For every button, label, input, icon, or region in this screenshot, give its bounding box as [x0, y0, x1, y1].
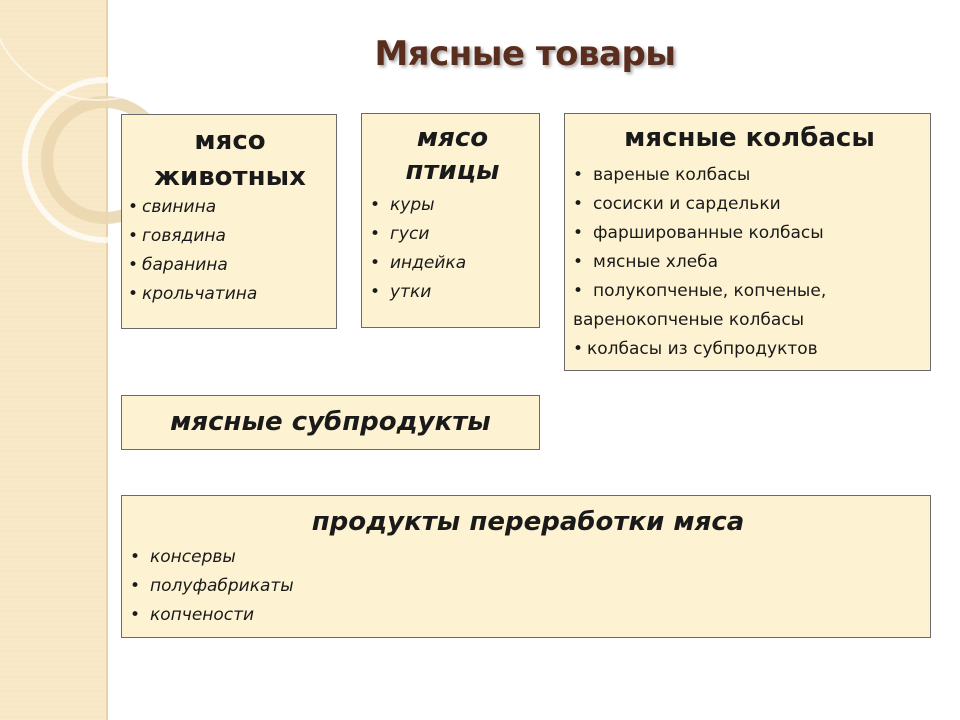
bullet-icon: •: [370, 253, 381, 273]
bullet-icon: •: [128, 226, 139, 246]
list-item-text: копчености: [150, 605, 255, 625]
sausages-list: [573, 161, 926, 364]
list-item: [370, 220, 535, 249]
list-item: [370, 278, 535, 307]
list-item: [128, 193, 332, 222]
list-item-text: куры: [390, 195, 435, 215]
list-item-text: варенокопченые колбасы: [573, 310, 805, 330]
box-animal-meat: [121, 114, 337, 329]
list-item-text: вареные колбасы: [593, 165, 751, 185]
heading-line: птицы: [405, 156, 500, 186]
list-item: [573, 248, 926, 277]
list-item-text: полуфабрикаты: [150, 576, 294, 596]
bullet-icon: •: [370, 282, 381, 302]
box-offal: [121, 395, 540, 450]
bullet-icon: •: [128, 197, 139, 217]
decorative-side-strip: [0, 0, 106, 720]
list-item: [573, 161, 926, 190]
list-item-text: консервы: [150, 547, 236, 567]
heading-line: мясо: [416, 123, 489, 153]
list-item: [573, 277, 926, 306]
box-animal-meat-heading: [128, 123, 332, 195]
bullet-icon: •: [573, 339, 584, 359]
bullet-icon: •: [128, 284, 139, 304]
bullet-icon: •: [130, 605, 141, 625]
box-sausages: [564, 113, 931, 371]
list-item-text: крольчатина: [142, 284, 258, 304]
bullet-icon: •: [370, 224, 381, 244]
box-poultry-meat: [361, 113, 540, 328]
bullet-icon: •: [573, 252, 584, 272]
list-item: [573, 190, 926, 219]
heading-line: мясо: [194, 126, 266, 156]
bullet-icon: •: [370, 195, 381, 215]
list-item: [130, 572, 926, 601]
decorative-divider-line: [106, 0, 108, 720]
list-item-text: индейка: [390, 253, 467, 273]
list-item: [130, 601, 926, 630]
list-item-text: баранина: [142, 255, 228, 275]
heading-line: животных: [154, 162, 306, 192]
bullet-icon: •: [128, 255, 139, 275]
box-poultry-meat-heading: [370, 122, 535, 188]
poultry-meat-list: [370, 191, 535, 307]
slide-title: Мясные товары: [374, 34, 676, 74]
list-item-text: гуси: [390, 224, 430, 244]
list-item-text: фаршированные колбасы: [593, 223, 824, 243]
list-item-text: мясные хлеба: [593, 252, 719, 272]
list-item-text: сосиски и сардельки: [593, 194, 781, 214]
list-item: [128, 222, 332, 251]
box-processed-products: [121, 495, 931, 638]
box-offal-heading: мясные субпродукты: [170, 407, 491, 437]
list-item-text: полукопченые, копченые,: [593, 281, 827, 301]
list-item-text: утки: [390, 282, 432, 302]
box-sausages-heading: мясные колбасы: [624, 123, 875, 153]
bullet-icon: •: [573, 194, 584, 214]
animal-meat-list: [128, 193, 332, 309]
list-item: [573, 219, 926, 248]
bullet-icon: •: [573, 223, 584, 243]
list-item: [370, 191, 535, 220]
processed-products-list: [130, 543, 926, 630]
list-item-text: свинина: [142, 197, 217, 217]
bullet-icon: •: [573, 281, 584, 301]
list-item-text: говядина: [142, 226, 226, 246]
list-item: [573, 335, 926, 364]
box-processed-heading: продукты переработки мяса: [311, 507, 745, 537]
bullet-icon: •: [130, 547, 141, 567]
list-item: [128, 251, 332, 280]
bullet-icon: •: [130, 576, 141, 596]
list-item: [128, 280, 332, 309]
list-item: [370, 249, 535, 278]
list-item: [130, 543, 926, 572]
bullet-icon: •: [573, 165, 584, 185]
list-item-text: колбасы из субпродуктов: [587, 339, 818, 359]
list-item-continuation: [573, 306, 926, 335]
